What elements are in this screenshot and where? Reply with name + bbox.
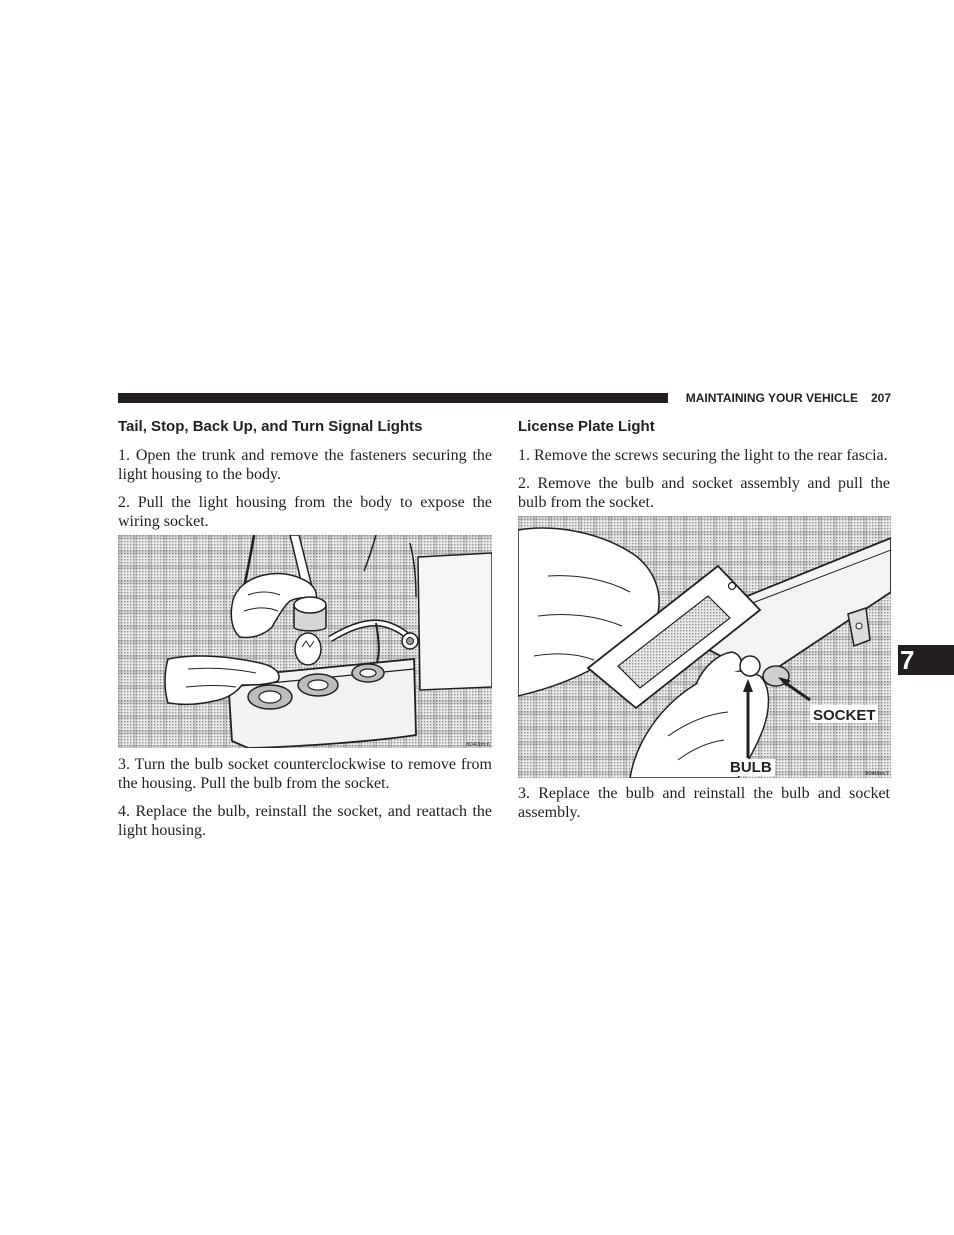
tail-light-figure [118, 535, 492, 748]
license-plate-light-figure [518, 516, 891, 778]
socket-opening-1-inner [259, 691, 281, 703]
license-plate-heading: License Plate Light [518, 418, 655, 435]
tail-light-step-4: 4. Replace the bulb, reinstall the socket, and reattach the light housing. [118, 803, 492, 839]
socket-opening-2-inner [308, 680, 328, 690]
page-number: 207 [870, 391, 891, 405]
section-title: MAINTAINING YOUR VEHICLE [685, 391, 858, 405]
wiring-grommet-center [407, 638, 414, 645]
lens-screw-hole [729, 583, 736, 590]
license-plate-step-2: 2. Remove the bulb and socket assembly and pull the bulb from the socket. [518, 475, 890, 511]
figure-code: 8040bfc7 [865, 771, 889, 777]
bulb-socket-cap [294, 597, 326, 613]
tail-light-step-1: 1. Open the trunk and remove the fasteners securing the light housing to the body. [118, 447, 492, 483]
chapter-number: 7 [900, 645, 915, 675]
bulb-glass [740, 656, 760, 676]
license-plate-step-3: 3. Replace the bulb and reinstall the bulb and socket assembly. [518, 785, 890, 821]
bulb-glass [295, 633, 321, 665]
tail-light-step-2: 2. Pull the light housing from the body to expose the wiring socket. [118, 494, 492, 530]
figure-code: 8040bfc6 [466, 742, 490, 748]
socket-label: SOCKET [813, 707, 876, 724]
running-head [686, 391, 891, 405]
chapter-tab [898, 645, 954, 675]
license-plate-step-1: 1. Remove the screws securing the light to the rear fascia. [518, 447, 888, 464]
fascia-bracket-hole [856, 623, 862, 629]
bulb-label: BULB [730, 759, 772, 776]
socket-opening-3-inner [360, 669, 376, 677]
tail-light-step-3: 3. Turn the bulb socket counterclockwise to remove from the housing. Pull the bulb from the socket. [118, 756, 492, 792]
trunk-side-panel [418, 553, 492, 690]
tail-light-heading: Tail, Stop, Back Up, and Turn Signal Lights [118, 418, 423, 435]
header-rule [118, 393, 668, 403]
